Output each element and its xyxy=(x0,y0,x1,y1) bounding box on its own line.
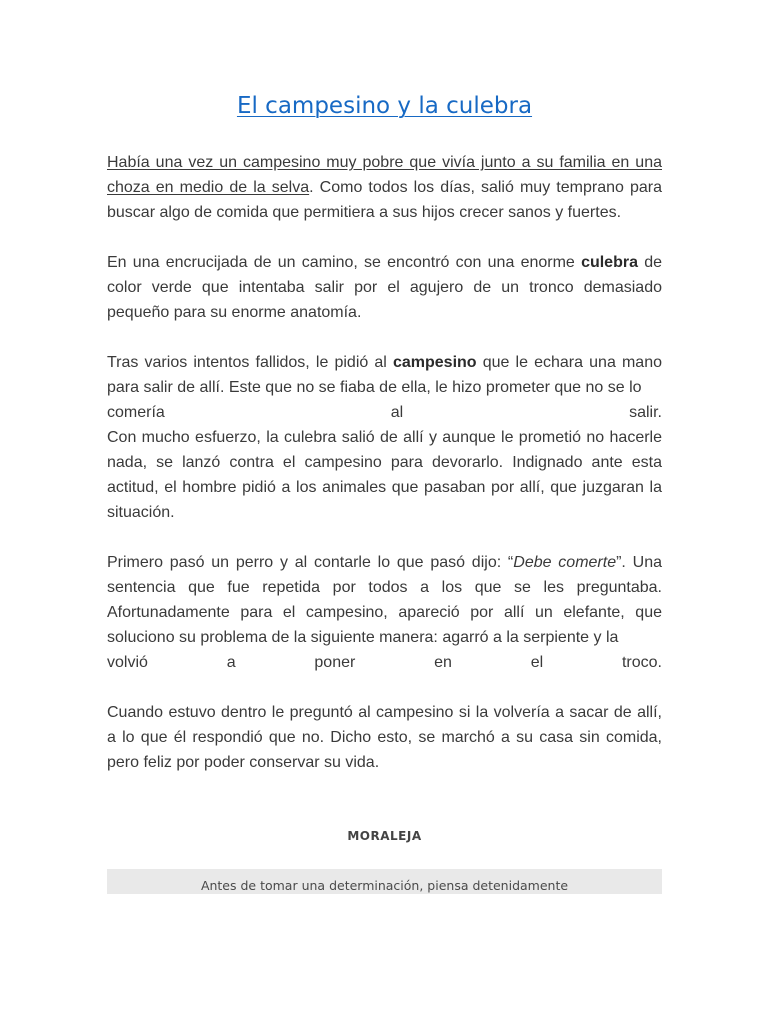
paragraph-3-before: Tras varios intentos fallidos, le pidió al xyxy=(107,354,393,371)
paragraph-4-after: ”. Una sentencia que fue repetida por todos a los que se les preguntaba. Afortunadamente para el campesino, apareció por allí un elefante, que soluciono su problema de la siguiente manera: agarró a la serpiente y la xyxy=(107,554,662,646)
paragraph-2 xyxy=(107,250,662,325)
paragraph-5: Cuando estuvo dentro le preguntó al campesino si la volvería a sacar de allí, a lo que él respondió que no. Dicho esto, se marchó a su casa sin comida, pero feliz por poder conservar su vida. xyxy=(107,704,662,771)
keyword-culebra: culebra xyxy=(581,254,638,271)
paragraph-4-before: Primero pasó un perro y al contarle lo que pasó dijo: “ xyxy=(107,554,514,571)
paragraph-3-after: que le echara una mano para salir de allí. Este que no se fiaba de ella, le hizo prometer que no se lo xyxy=(107,354,663,396)
paragraph-3-spread-line: comería al salir. xyxy=(107,404,662,421)
paragraph-1-rest: . Como todos los días, salió muy temprano para buscar algo de comida que permitiera a sus hijos crecer sanos y fuertes. xyxy=(107,179,662,221)
paragraph-3 xyxy=(107,350,662,525)
paragraph-1-underlined: Había una vez un campesino muy pobre que vivía junto a su familia en una choza en medio de la selva xyxy=(107,154,662,196)
quote-debe-comerte: Debe comerte xyxy=(513,554,617,571)
keyword-campesino: campesino xyxy=(392,354,477,371)
paragraph-4-spread-line: volvió a poner en el troco. xyxy=(107,654,662,671)
paragraph-3-line2: Con mucho esfuerzo, la culebra salió de allí y aunque le prometió no hacerle nada, se lanzó contra el campesino para devorarlo. Indignado ante esta actitud, el hombre pidió a los animales que pasaban por allí, que juzgaran la situación. xyxy=(107,429,662,521)
moraleja-text: Antes de tomar una determinación, piensa detenidamente xyxy=(200,878,569,893)
story-body xyxy=(107,150,662,775)
story-title: El campesino y la culebra xyxy=(236,93,533,119)
paragraph-2-after: de color verde que intentaba salir por el agujero de un tronco demasiado pequeño para su enorme anatomía. xyxy=(107,254,663,321)
paragraph-1 xyxy=(107,150,662,225)
paragraph-4 xyxy=(107,550,662,675)
moraleja-heading: MORALEJA xyxy=(347,829,422,843)
moraleja-box xyxy=(107,869,662,894)
paragraph-2-before: En una encrucijada de un camino, se encontró con una enorme xyxy=(107,254,582,271)
